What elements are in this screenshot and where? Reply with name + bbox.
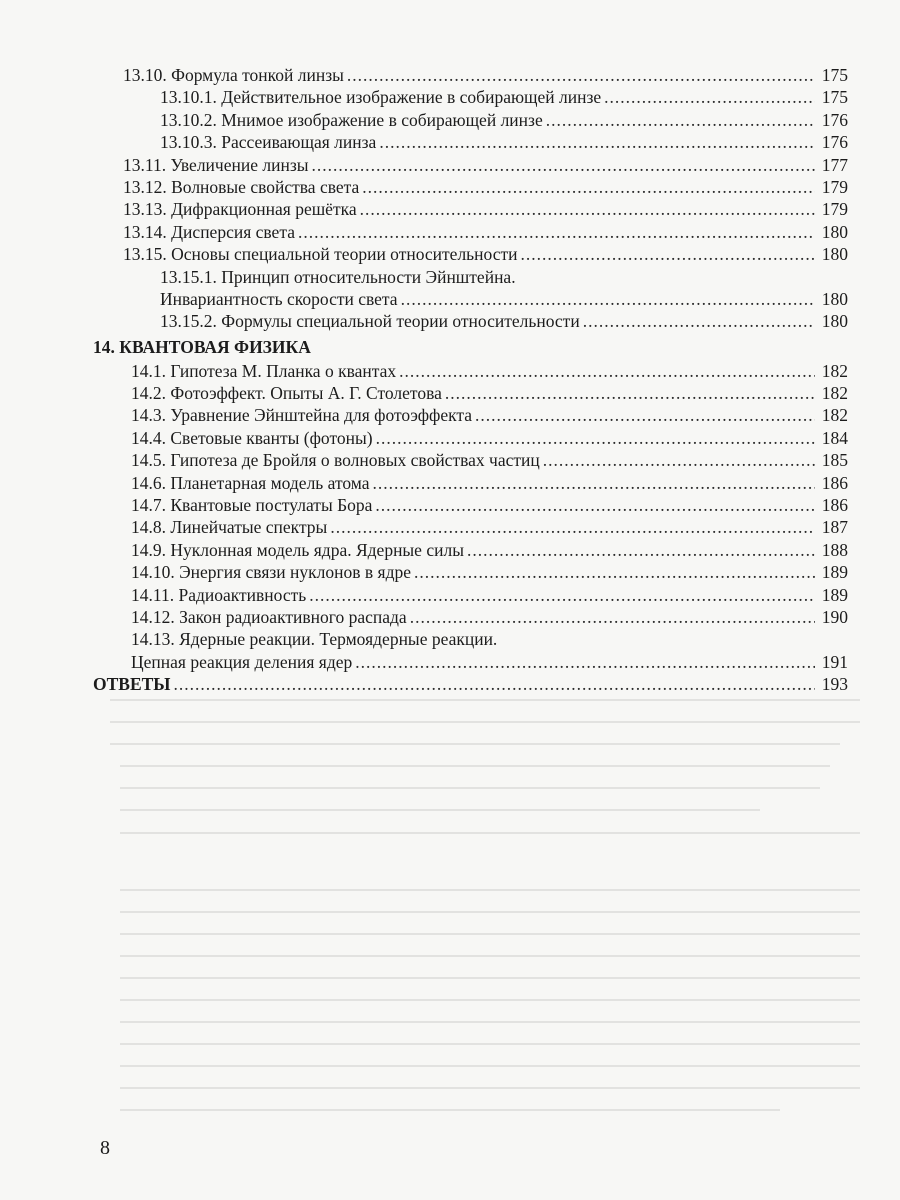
page-number: 8 [100,1137,110,1159]
leader-dots [312,154,816,176]
toc-entry-title: 13.12. Волновые свойства света [123,176,360,197]
toc-page-number: 180 [821,288,848,309]
toc-entry [0,427,900,449]
toc-entry-title: 13.10.1. Действительное изображение в собирающей линзе [160,87,602,108]
toc-page-number: 191 [821,651,848,672]
section-heading-14 [0,336,900,360]
toc-entry-title: 13.11. Увеличение линзы [123,154,309,175]
toc-entry-title: 14.13. Ядерные реакции. Термоядерные реакции. [131,629,498,650]
toc-entry [0,176,900,198]
leader-dots [309,584,815,606]
leader-dots [546,109,815,131]
toc-entry-title: 13.10.2. Мнимое изображение в собирающей линзе [160,109,543,130]
leader-dots [410,606,815,628]
toc-entry [0,154,900,176]
toc-entry [0,360,900,382]
toc-entry-title: 13.10. Формула тонкой линзы [123,65,344,85]
leader-dots [330,516,815,538]
toc-page-number: 180 [821,244,848,265]
toc-entry [0,584,900,606]
leader-dots [347,64,815,86]
leader-dots [362,176,815,198]
toc-page-number: 177 [821,154,848,175]
leader-dots [475,404,815,426]
toc-entry [0,198,900,220]
toc-entry-title: 14.7. Квантовые постулаты Бора [131,495,373,516]
leader-dots [401,288,815,310]
toc-page-number: 180 [821,221,848,242]
toc-entry [0,606,900,628]
leader-dots [379,131,815,153]
leader-dots [355,651,815,673]
toc-entry-title: 13.15. Основы специальной теории относительности [123,244,518,265]
toc-entry [0,472,900,494]
toc-page-number: 188 [821,539,848,560]
leader-dots [467,539,815,561]
toc-entry-13-15-1-line1 [0,266,900,288]
toc-page-number: 186 [821,495,848,516]
leader-dots [399,360,815,382]
toc-entry-title: 14.2. Фотоэффект. Опыты А. Г. Столетова [131,383,442,404]
leader-dots [445,382,815,404]
toc-entry-title: 14.11. Радиоактивность [131,584,307,605]
toc-page-number: 193 [821,674,848,695]
table-of-contents [0,64,900,699]
toc-entry-title: Цепная реакция деления ядер [131,651,353,672]
leader-dots [298,221,815,243]
toc-page-number: 180 [821,311,848,332]
toc-page-number: 176 [821,109,848,130]
toc-page-number: 187 [821,517,848,538]
leader-dots [375,494,815,516]
toc-entry-title: 14.5. Гипотеза де Бройля о волновых свойствах частиц [131,450,540,471]
toc-entry [0,131,900,153]
toc-entry-title: 14.10. Энергия связи нуклонов в ядре [131,562,411,583]
leader-dots [521,243,816,265]
toc-entry [0,221,900,243]
toc-entry [0,561,900,583]
toc-entry-title: 13.14. Дисперсия света [123,221,295,242]
leader-dots [360,198,815,220]
toc-page-number: 182 [821,360,848,381]
toc-page-number: 182 [821,405,848,426]
toc-entry [0,516,900,538]
toc-entry-13-15-1 [0,288,900,310]
toc-entry [0,109,900,131]
toc-entry-title: 14.12. Закон радиоактивного распада [131,606,407,627]
toc-page-number: 186 [821,472,848,493]
leader-dots [174,673,816,695]
toc-entry-title: 13.15.2. Формулы специальной теории относительности [160,311,580,332]
toc-entry-title: 14.6. Планетарная модель атома [131,472,370,493]
toc-entry [0,494,900,516]
toc-entry-answers [0,673,900,699]
toc-page-number: 179 [821,199,848,220]
leader-dots [604,86,815,108]
toc-entry-13-15-2 [0,310,900,332]
toc-page-number: 175 [821,65,848,85]
toc-page-number: 185 [821,450,848,471]
toc-entry [0,243,900,265]
toc-entry-title: 14.1. Гипотеза М. Планка о квантах [131,360,397,381]
leader-dots [543,449,815,471]
toc-entry-title: 13.13. Дифракционная решётка [123,199,357,220]
toc-page-number: 182 [821,383,848,404]
toc-entry [0,449,900,471]
toc-entry-title: 14.9. Нуклонная модель ядра. Ядерные силы [131,539,464,560]
leader-dots [414,561,815,583]
leader-dots [373,472,815,494]
toc-entry-14-13 [0,651,900,673]
toc-page-number: 190 [821,606,848,627]
toc-entry-title: Инвариантность скорости света [160,288,398,309]
toc-entry-title: 14.3. Уравнение Эйнштейна для фотоэффекта [131,405,473,426]
toc-entry [0,64,900,86]
toc-entry-title: 14.4. Световые кванты (фотоны) [131,427,373,448]
toc-page-number: 189 [821,562,848,583]
toc-page-number: 189 [821,584,848,605]
toc-page-number: 176 [821,132,848,153]
toc-entry [0,404,900,426]
leader-dots [583,310,815,332]
toc-entry-title: 13.10.3. Рассеивающая линза [160,132,377,153]
leader-dots [376,427,815,449]
section-title: 14. КВАНТОВАЯ ФИЗИКА [93,336,311,357]
toc-entry [0,382,900,404]
toc-entry-14-13-line1 [0,628,900,650]
toc-entry [0,86,900,108]
toc-page-number: 184 [821,427,848,448]
toc-page-number: 175 [821,87,848,108]
toc-entry-title: 13.15.1. Принцип относительности Эйнштейна. [160,266,516,287]
toc-entry-title: ОТВЕТЫ [93,674,171,695]
toc-page-number: 179 [821,176,848,197]
toc-entry [0,539,900,561]
toc-entry-title: 14.8. Линейчатые спектры [131,517,328,538]
